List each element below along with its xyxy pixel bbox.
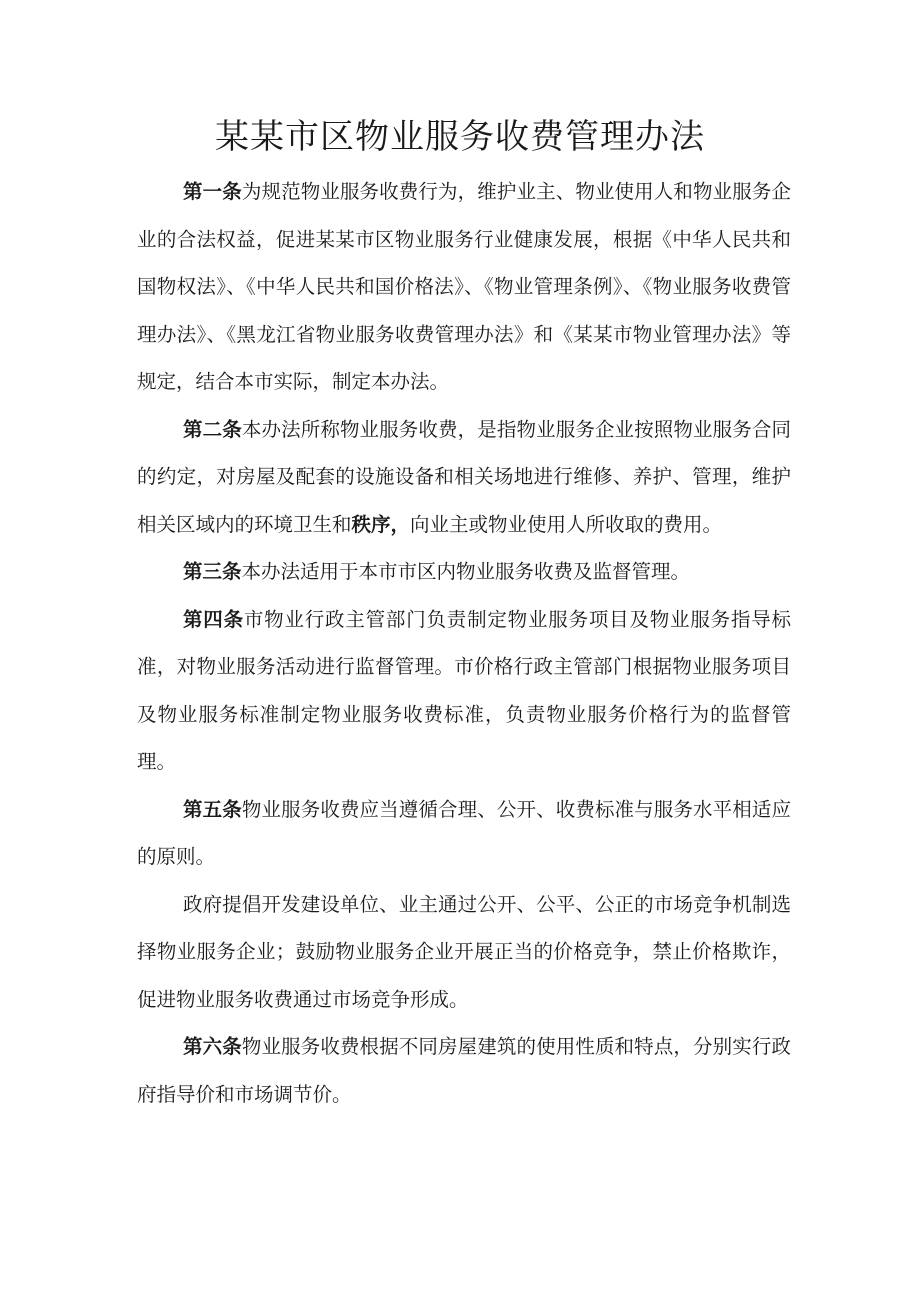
article-2-label: 第二条 <box>183 417 242 441</box>
article-2 <box>137 406 791 549</box>
article-2-text: 本办法所称物业服务收费，是指物业服务企业按照物业服务合同的约定，对房屋及配套的设施设备和相关场地进行维修、养护、管理，维护相关区域内的环境卫生和 <box>137 417 791 536</box>
article-6 <box>137 1023 791 1118</box>
article-4 <box>137 596 791 786</box>
article-5-paragraph-2 <box>137 881 791 1024</box>
document-title: 某某市区物业服务收费管理办法 <box>215 117 705 157</box>
document-body <box>137 168 791 1118</box>
article-5-label: 第五条 <box>183 797 242 821</box>
article-5-paragraph-2-text: 政府提倡开发建设单位、业主通过公开、公平、公正的市场竞争机制选择物业服务企业；鼓励物业服务企业开展正当的价格竞争，禁止价格欺诈，促进物业服务收费通过市场竞争形成。 <box>137 892 791 1011</box>
article-2-emphasis: 秩序， <box>351 512 411 536</box>
article-5-text: 物业服务收费应当遵循合理、公开、收费标准与服务水平相适应的原则。 <box>137 797 791 868</box>
article-4-text: 市物业行政主管部门负责制定物业服务项目及物业服务指导标准，对物业服务活动进行监督管理。市价格行政主管部门根据物业服务项目及物业服务标准制定物业服务收费标准，负责物业服务价格行为的监督管理。 <box>137 607 791 773</box>
article-3-text: 本办法适用于本市市区内物业服务收费及监督管理。 <box>241 560 691 583</box>
article-5 <box>137 786 791 881</box>
article-1-text: 为规范物业服务收费行为，维护业主、物业使用人和物业服务企业的合法权益，促进某某市区物业服务行业健康发展，根据《中华人民共和国物权法》、《中华人民共和国价格法》、《物业管理条例》、《物业服务收费管理办法》、《黑龙江省物业服务收费管理办法》和《某某市物业管理办法》等规定，结合本市实际，制定本办法。 <box>137 180 791 393</box>
article-3 <box>137 548 791 596</box>
article-6-text: 物业服务收费根据不同房屋建筑的使用性质和特点，分别实行政府指导价和市场调节价。 <box>137 1035 791 1106</box>
article-3-label: 第三条 <box>183 560 242 583</box>
article-1 <box>137 168 791 406</box>
article-2-text-end: 向业主或物业使用人所收取的费用。 <box>410 512 723 536</box>
article-1-label: 第一条 <box>183 180 242 203</box>
article-4-label: 第四条 <box>183 607 244 631</box>
article-6-label: 第六条 <box>183 1035 242 1058</box>
